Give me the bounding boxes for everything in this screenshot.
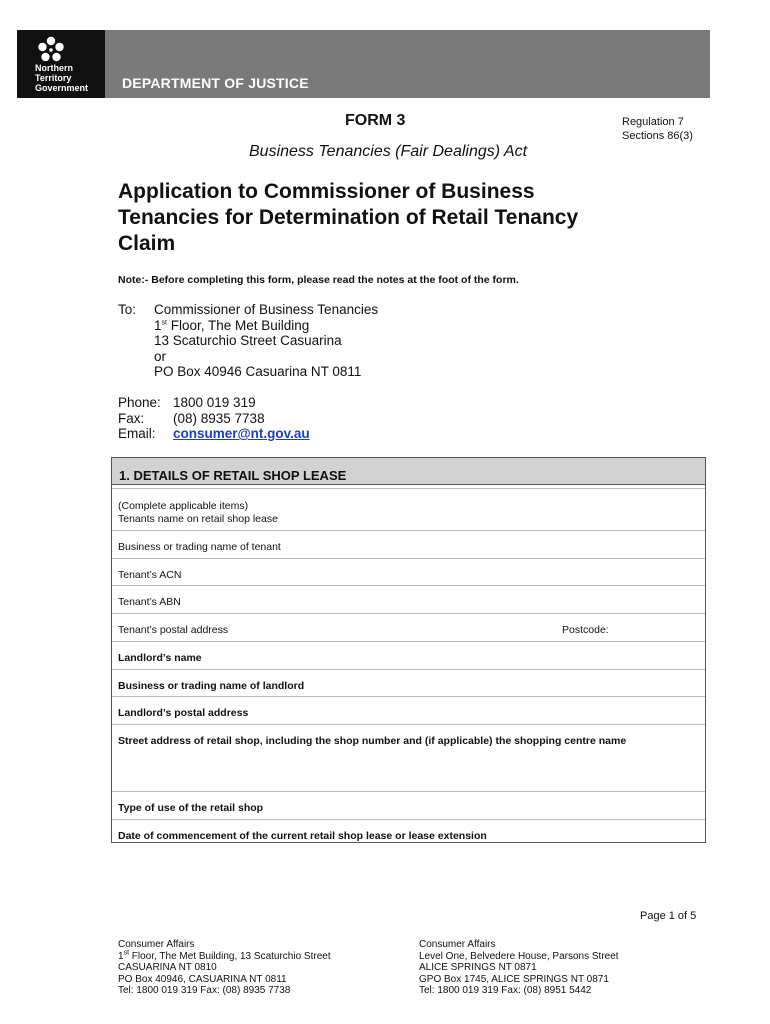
footer-darwin-office bbox=[118, 939, 331, 997]
logo-text bbox=[35, 63, 88, 93]
footer-line: PO Box 40946, CASUARINA NT 0811 bbox=[118, 973, 287, 985]
section-title: 1. DETAILS OF RETAIL SHOP LEASE bbox=[119, 468, 347, 483]
regulation: Regulation 7 bbox=[622, 116, 684, 128]
floor-suffix: st bbox=[123, 949, 130, 957]
recipient-line: 13 Scaturchio Street Casuarina bbox=[154, 333, 342, 348]
department-name: DEPARTMENT OF JUSTICE bbox=[122, 75, 309, 91]
street-address-field[interactable]: Street address of retail shop, including the shop number and (if applicable) the shopping centre name bbox=[118, 735, 627, 747]
form-note: Note:- Before completing this form, please read the notes at the foot of the form. bbox=[118, 274, 519, 286]
row-divider bbox=[112, 530, 705, 531]
form-title: Application to Commissioner of Business Tenancies for Determination of Retail Tenancy Claim bbox=[118, 180, 579, 255]
email-label: Email: bbox=[118, 426, 156, 441]
section-header bbox=[112, 458, 705, 485]
act-name: Business Tenancies (Fair Dealings) Act bbox=[249, 143, 528, 160]
row-divider bbox=[112, 488, 705, 489]
floor-number: 1 bbox=[118, 950, 124, 962]
page-number: Page 1 of 5 bbox=[640, 910, 697, 922]
contact-details bbox=[118, 395, 310, 442]
footer-line: Tel: 1800 019 319 Fax: (08) 8951 5442 bbox=[419, 985, 592, 996]
fax-number: (08) 8935 7738 bbox=[173, 410, 265, 426]
landlord-postal-field[interactable]: Landlord’s postal address bbox=[118, 707, 249, 719]
recipient-address bbox=[118, 302, 378, 380]
footer-line: GPO Box 1745, ALICE SPRINGS NT 0871 bbox=[419, 973, 609, 985]
tenant-postal-field[interactable]: Tenant’s postal address bbox=[118, 624, 229, 636]
footer-line bbox=[118, 951, 331, 963]
footer-line: Level One, Belvedere House, Parsons Street bbox=[419, 950, 619, 962]
flower-icon bbox=[37, 36, 65, 64]
lease-details-table bbox=[111, 457, 706, 843]
email-link[interactable]: consumer@nt.gov.au bbox=[173, 426, 310, 441]
row-divider bbox=[112, 641, 705, 642]
row-divider bbox=[112, 819, 705, 820]
regulation-reference bbox=[622, 115, 693, 143]
row-divider bbox=[112, 585, 705, 586]
fax-label: Fax: bbox=[118, 410, 145, 426]
footer-line: Consumer Affairs bbox=[419, 939, 496, 950]
footer-line: Tel: 1800 019 319 Fax: (08) 8935 7738 bbox=[118, 985, 291, 996]
tenant-abn-field[interactable]: Tenant’s ABN bbox=[118, 596, 181, 608]
row-divider bbox=[112, 696, 705, 697]
row-divider bbox=[112, 613, 705, 614]
recipient-line: PO Box 40946 Casuarina NT 0811 bbox=[154, 364, 362, 379]
phone-label: Phone: bbox=[118, 395, 161, 410]
use-type-field[interactable]: Type of use of the retail shop bbox=[118, 802, 264, 814]
footer-alice-springs-office bbox=[419, 939, 619, 997]
floor-rest: Floor, The Met Building, 13 Scaturchio Street bbox=[129, 950, 331, 962]
to-label: To: bbox=[118, 302, 137, 317]
footer-line: Consumer Affairs bbox=[118, 939, 195, 950]
floor-suffix: st bbox=[161, 319, 167, 326]
nt-government-logo bbox=[17, 30, 105, 98]
logo-line: Territory bbox=[35, 73, 72, 83]
header-bar bbox=[17, 30, 710, 98]
commencement-date-field[interactable]: Date of commencement of the current retail shop lease or lease extension bbox=[118, 830, 487, 842]
landlord-name-field[interactable]: Landlord’s name bbox=[118, 652, 202, 664]
recipient-line: Commissioner of Business Tenancies bbox=[154, 302, 379, 317]
logo-line: Northern bbox=[35, 63, 73, 73]
footer-line: ALICE SPRINGS NT 0871 bbox=[419, 962, 537, 973]
row-divider bbox=[112, 669, 705, 670]
recipient-line: or bbox=[154, 348, 167, 364]
logo-line: Government bbox=[35, 83, 89, 93]
row-divider bbox=[112, 558, 705, 559]
floor-number: 1 bbox=[154, 317, 162, 333]
floor-rest: Floor, The Met Building bbox=[166, 317, 310, 333]
phone-number: 1800 019 319 bbox=[173, 395, 256, 410]
tenant-name-field[interactable]: Tenants name on retail shop lease bbox=[118, 513, 278, 525]
row-divider bbox=[112, 791, 705, 792]
business-name-field[interactable]: Business or trading name of tenant bbox=[118, 541, 281, 553]
tenant-acn-field[interactable]: Tenant’s ACN bbox=[118, 569, 182, 581]
landlord-business-field[interactable]: Business or trading name of landlord bbox=[118, 680, 305, 692]
recipient-line bbox=[154, 318, 378, 334]
form-number: FORM 3 bbox=[345, 112, 406, 129]
row-divider bbox=[112, 724, 705, 725]
postcode-field[interactable]: Postcode: bbox=[562, 624, 609, 636]
sections: Sections 86(3) bbox=[622, 130, 693, 142]
footer-line: CASUARINA NT 0810 bbox=[118, 962, 217, 973]
applicable-note: (Complete applicable items) bbox=[118, 500, 249, 512]
